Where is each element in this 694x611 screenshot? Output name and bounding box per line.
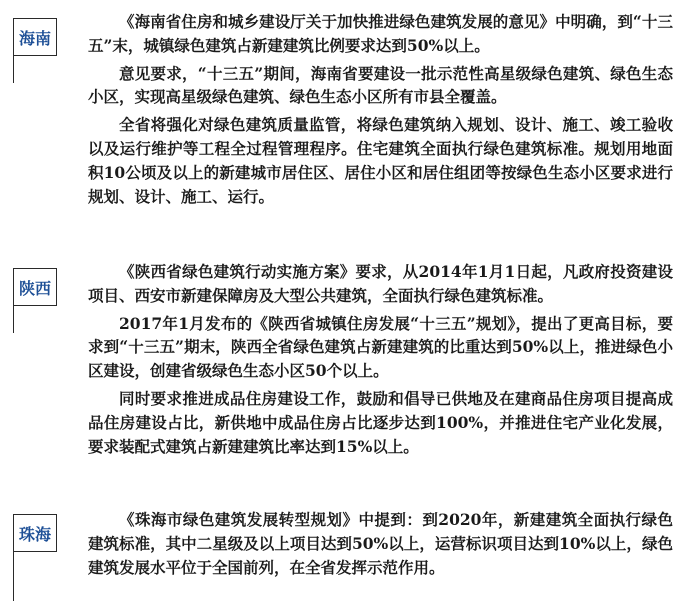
paragraph: 意见要求，“十三五”期间，海南省要建设一批示范性高星级绿色建筑、绿色生态小区，实现高星级绿色建筑、绿色生态小区所有市县全覆盖。 bbox=[88, 63, 673, 107]
paragraph: 《海南省住房和城乡建设厅关于加快推进绿色建筑发展的意见》中明确，到“十三五”末，城镇绿色建筑占新建建筑比例要求达到50%以上。 bbox=[88, 12, 673, 55]
paragraph: 《珠海市绿色建筑发展转型规划》中提到：到2020年，新建建筑全面执行绿色建筑标准，其中二星级及以上项目达到50%以上，运营标识项目达到10%以上，绿色建筑发展水平位于全国前列，在全省发挥示范作用。 bbox=[88, 510, 673, 577]
region-tag-zhuhai bbox=[13, 514, 59, 552]
paragraph: 同时要求推进成品住房建设工作，鼓励和倡导已供地及在建商品住房项目提高成品住房建设占比，新供地中成品住房占比逐步达到100%，并推进住宅产业化发展，要求装配式建筑占新建建筑比率达到15%以上。 bbox=[88, 388, 673, 456]
region-tag-hainan bbox=[13, 18, 59, 56]
paragraph: 《陕西省绿色建筑行动实施方案》要求，从2014年1月1日起，凡政府投资建设项目、西安市新建保障房及大型公共建筑，全面执行绿色建筑标准。 bbox=[88, 262, 673, 305]
region-tag-shaanxi bbox=[13, 268, 59, 306]
section-body bbox=[88, 508, 673, 583]
tag-connector-line bbox=[13, 551, 14, 601]
region-tag-label: 陕西 bbox=[13, 268, 57, 306]
paragraph: 全省将强化对绿色建筑质量监管，将绿色建筑纳入规划、设计、施工、竣工验收以及运行维护等工程全过程管理程序。住宅建筑全面执行绿色建筑标准。规划用地面积10公顷及以上的新建城市居住区、居住小区和居住组团等按绿色生态小区要求进行规划、设计、施工、运行。 bbox=[88, 115, 673, 206]
section-body bbox=[88, 10, 673, 212]
region-tag-label: 海南 bbox=[13, 18, 57, 56]
tag-connector-line bbox=[13, 55, 14, 83]
region-tag-label: 珠海 bbox=[13, 514, 57, 552]
section-body bbox=[88, 260, 673, 462]
paragraph: 2017年1月发布的《陕西省城镇住房发展“十三五”规划》，提出了更高目标，要求到“十三五”期末，陕西全省绿色建筑占新建建筑的比重达到50%以上，推进绿色小区建设，创建省级绿色生态小区50个以上。 bbox=[88, 313, 673, 381]
tag-connector-line bbox=[13, 305, 14, 333]
